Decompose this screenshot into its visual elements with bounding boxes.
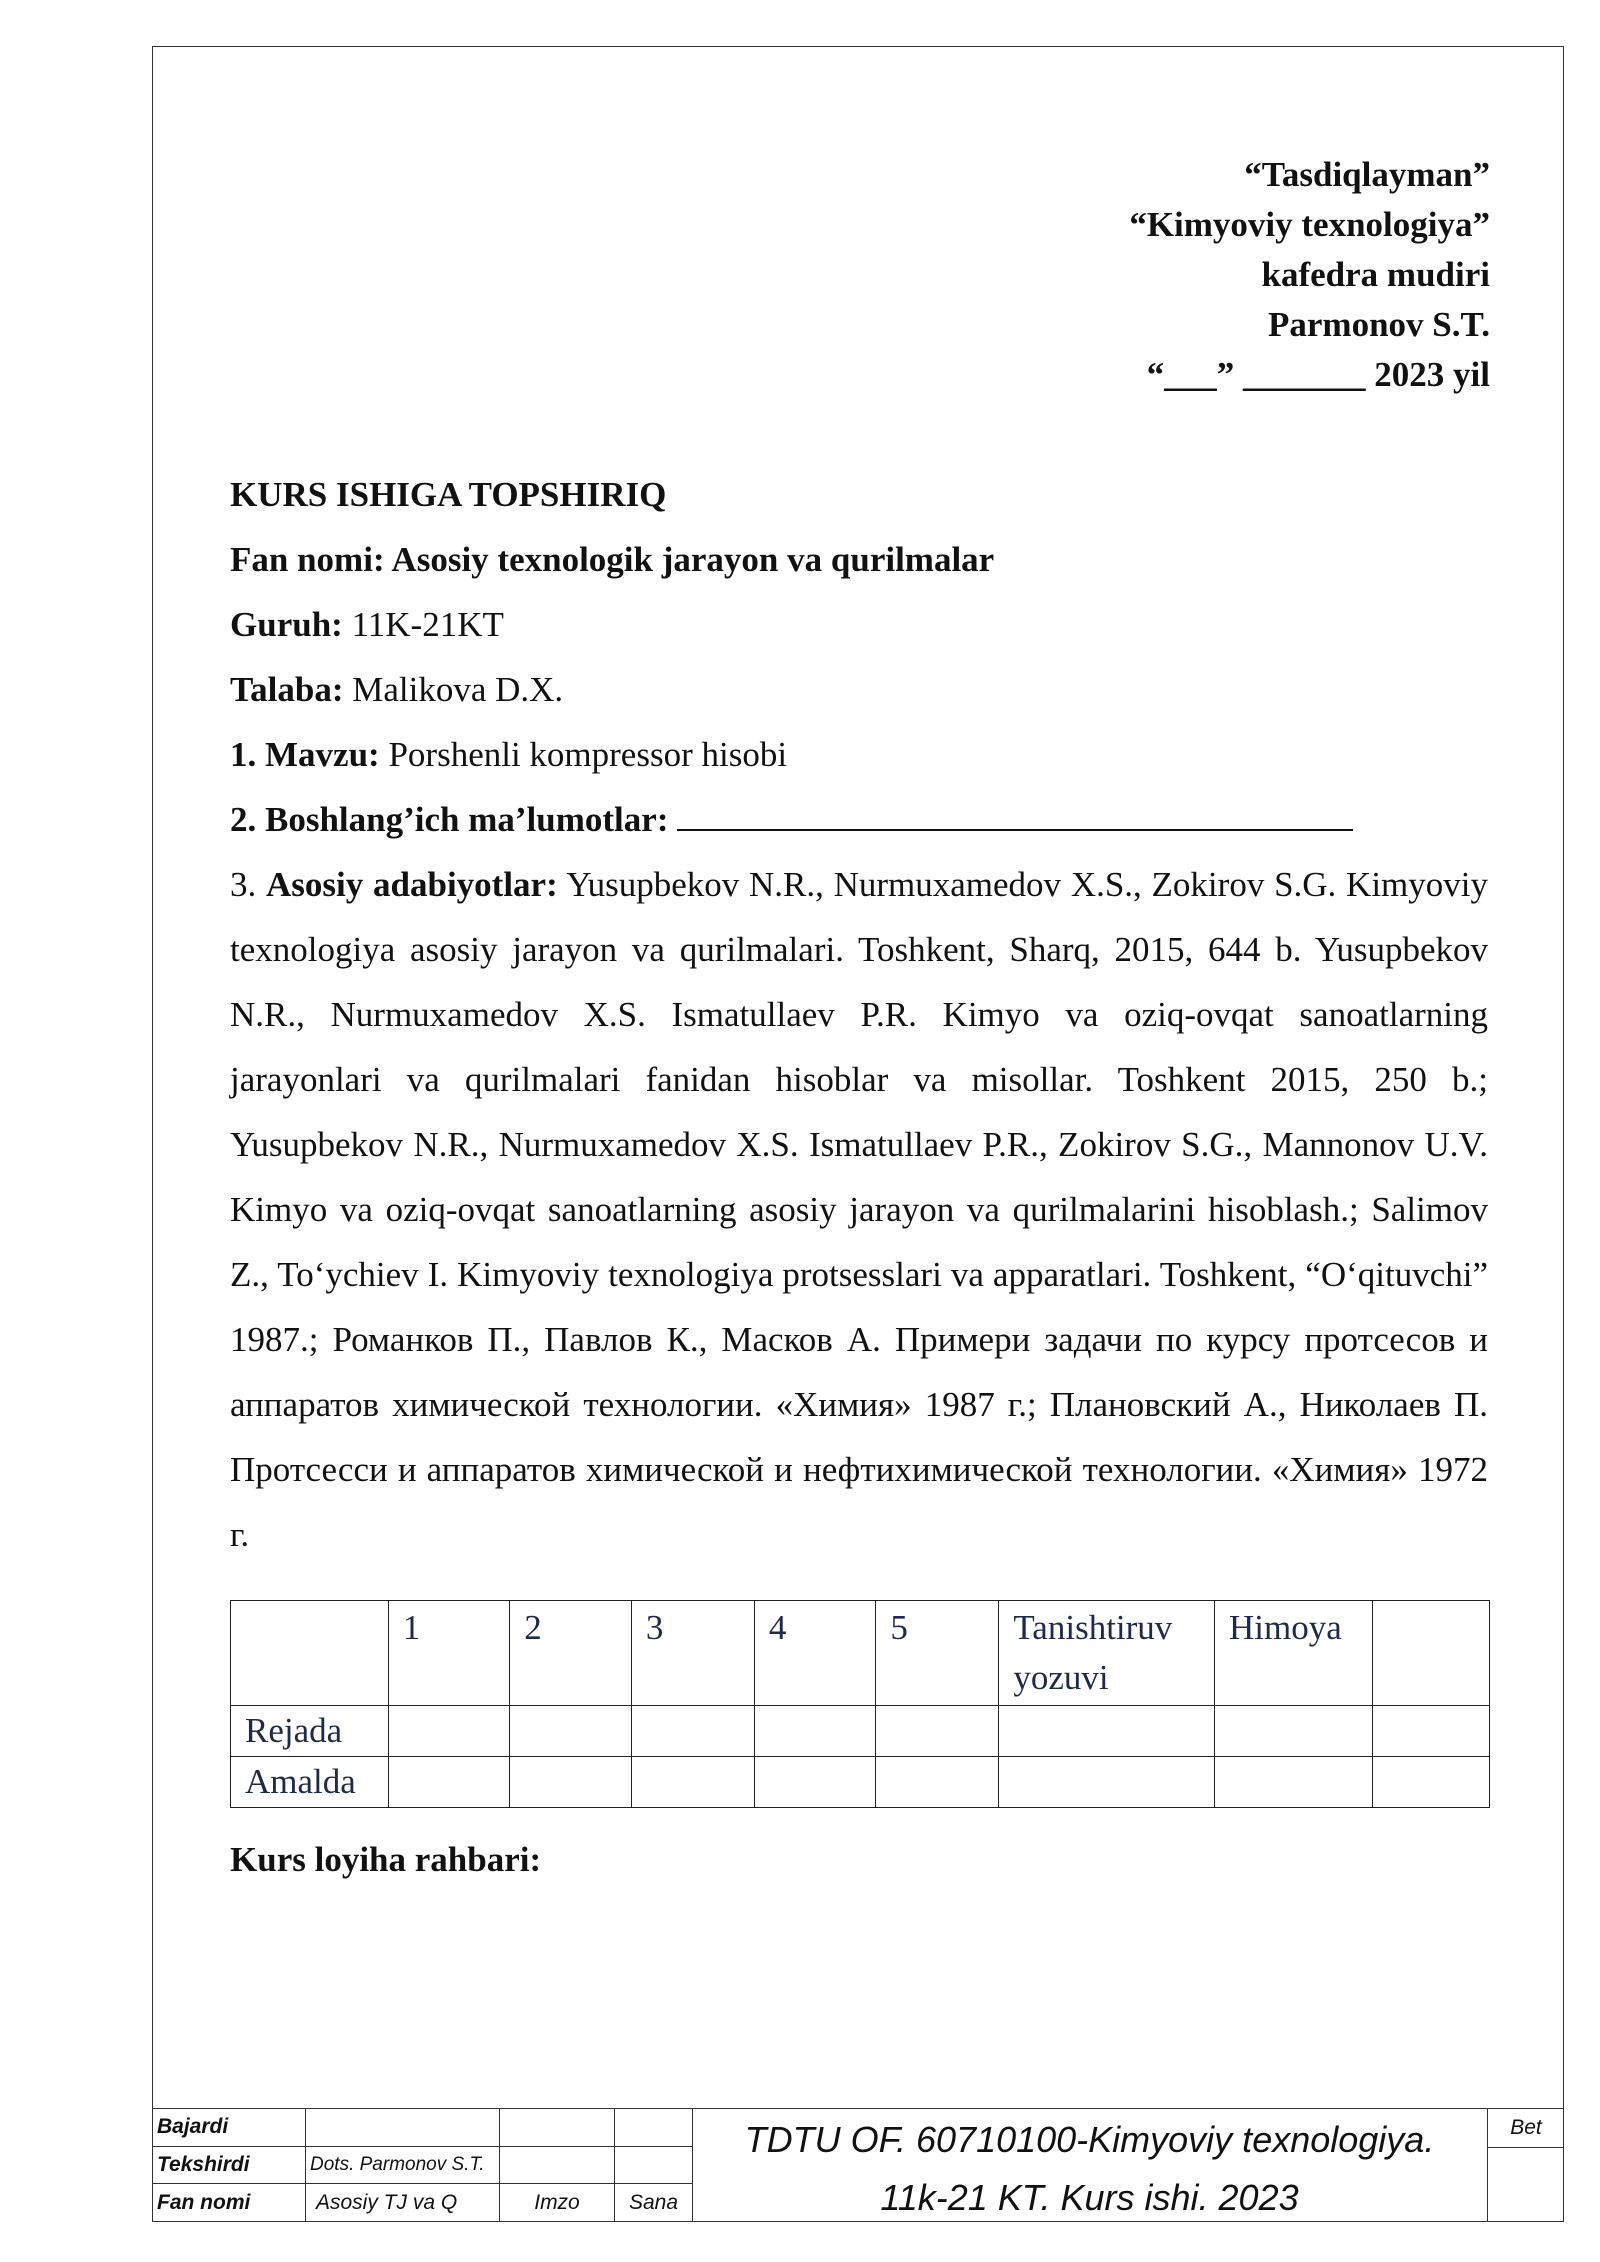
approval-line: “Kimyoviy texnologiya” xyxy=(1129,205,1490,244)
approval-line: kafedra mudiri xyxy=(1261,255,1490,294)
table-cell xyxy=(876,1706,999,1757)
table-row xyxy=(231,1757,1490,1808)
table-cell xyxy=(510,1757,632,1808)
initial-data-blank xyxy=(677,799,1353,831)
group-line xyxy=(230,592,1488,657)
student-line xyxy=(230,657,1488,722)
table-header-cell xyxy=(231,1601,389,1706)
table-cell xyxy=(999,1757,1215,1808)
table-cell xyxy=(388,1706,510,1757)
table-cell xyxy=(754,1706,876,1757)
approval-block xyxy=(1129,150,1490,400)
signature-label: Imzo xyxy=(500,2184,615,2222)
subject-value: Asosiy texnologik jarayon va qurilmalar xyxy=(384,540,995,579)
document-code xyxy=(692,2108,1487,2222)
table-cell xyxy=(1214,1706,1372,1757)
assignment-body xyxy=(230,462,1488,1567)
table-cell xyxy=(510,1706,632,1757)
subject-line xyxy=(230,527,1488,592)
table-header-cell: 3 xyxy=(631,1601,754,1706)
table-header-row xyxy=(231,1601,1490,1706)
table-header-cell: 2 xyxy=(510,1601,632,1706)
subject-name-value: Asosiy TJ va Q xyxy=(306,2184,500,2222)
progress-table xyxy=(230,1600,1490,1808)
approval-date-line: “___” _______ 2023 yil xyxy=(1146,355,1490,394)
literature-text: Yusupbekov N.R., Nurmuxamedov X.S., Zokirov S.G. Kimyoviy texnologiya asosiy jarayon va qurilmalari. Toshkent, Sharq, 2015, 644 b. Yusupbekov N.R., Nurmuxamedov X.S. Ismatullaev P.R. Kimyo va oziq-ovqat sanoatlarning jarayonlari va qurilmalari fanidan hisoblar va misollar. Toshkent 2015, 250 b.; Yusupbekov N.R., Nurmuxamedov X.S. Ismatullaev P.R., Zokirov S.G., Mannonov U.V. Kimyo va oziq-ovqat sanoatlarning asosiy jarayon va qurilmalarini hisoblash.; Salimov Z., To‘ychiev I. Kimyoviy texnologiya protsesslari va apparatlari. Toshkent, “O‘qituvchi” 1987.; Романков П., Павлов К., Масков А. Примери задачи по курсу протсесов и аппаратов химической технологии. «Химия» 1987 г.; Плановский А., Николаев П. Протсесси и аппаратов химической и нефтихимической технологии. «Химия» 1972 г. xyxy=(230,865,1489,1554)
literature-paragraph xyxy=(230,852,1488,1567)
title-block xyxy=(152,2108,1564,2222)
date-label: Sana xyxy=(615,2184,693,2222)
sheet-number-box xyxy=(1487,2108,1564,2222)
table-cell xyxy=(1372,1706,1489,1757)
table-cell xyxy=(631,1706,754,1757)
table-cell xyxy=(388,1757,510,1808)
performed-by-label: Bajardi xyxy=(153,2109,306,2147)
table-header-cell: Tanishtiruv yozuvi xyxy=(999,1601,1215,1706)
performed-by-name xyxy=(306,2109,500,2147)
supervisor-label: Kurs loyiha rahbari: xyxy=(230,1840,542,1879)
student-label: Talaba: xyxy=(230,670,344,709)
initial-data-line xyxy=(230,787,1488,852)
approval-line: Parmonov S.T. xyxy=(1268,305,1490,344)
row-label: Rejada xyxy=(231,1706,389,1757)
table-header-cell: Himoya xyxy=(1214,1601,1372,1706)
date-cell xyxy=(615,2109,693,2147)
table-cell xyxy=(876,1757,999,1808)
literature-label: Asosiy adabiyotlar: xyxy=(266,865,558,904)
table-row xyxy=(231,1706,1490,1757)
page-title: KURS ISHIGA TOPSHIRIQ xyxy=(230,475,667,514)
signature-cell xyxy=(500,2146,615,2184)
table-header-cell xyxy=(1372,1601,1489,1706)
topic-label: 1. Mavzu: xyxy=(230,735,380,774)
document-code-line: TDTU OF. 60710100-Kimyoviy texnologiya. xyxy=(744,2119,1435,2160)
student-value: Malikova D.X. xyxy=(343,670,564,709)
table-header-cell: 4 xyxy=(754,1601,876,1706)
table-header-cell: 5 xyxy=(876,1601,999,1706)
document-code-line: 11k-21 KT. Kurs ishi. 2023 xyxy=(880,2177,1299,2218)
signature-cell xyxy=(500,2109,615,2147)
table-cell xyxy=(1214,1757,1372,1808)
title-block-row xyxy=(153,2184,693,2222)
title-block-row xyxy=(153,2146,693,2184)
checked-by-name: Dots. Parmonov S.T. xyxy=(306,2146,500,2184)
checked-by-label: Tekshirdi xyxy=(153,2146,306,2184)
subject-name-label: Fan nomi xyxy=(153,2184,306,2222)
table-cell xyxy=(999,1706,1215,1757)
table-cell xyxy=(1372,1757,1489,1808)
table-cell xyxy=(631,1757,754,1808)
table-header-cell: 1 xyxy=(388,1601,510,1706)
date-cell xyxy=(615,2146,693,2184)
group-value: 11K-21KT xyxy=(342,605,504,644)
title-block-row xyxy=(153,2109,693,2147)
literature-number: 3. xyxy=(230,865,257,904)
initial-data-label: 2. Boshlang’ich ma’lumotlar: xyxy=(230,800,669,839)
sheet-label: Bet xyxy=(1488,2109,1564,2148)
subject-label: Fan nomi: xyxy=(230,540,385,579)
title-block-signatures xyxy=(152,2108,693,2222)
group-label: Guruh: xyxy=(230,605,343,644)
table-cell xyxy=(754,1757,876,1808)
topic-line xyxy=(230,722,1488,787)
topic-value: Porshenli kompressor hisobi xyxy=(379,735,788,774)
approval-line: “Tasdiqlayman” xyxy=(1244,155,1490,194)
row-label: Amalda xyxy=(231,1757,389,1808)
